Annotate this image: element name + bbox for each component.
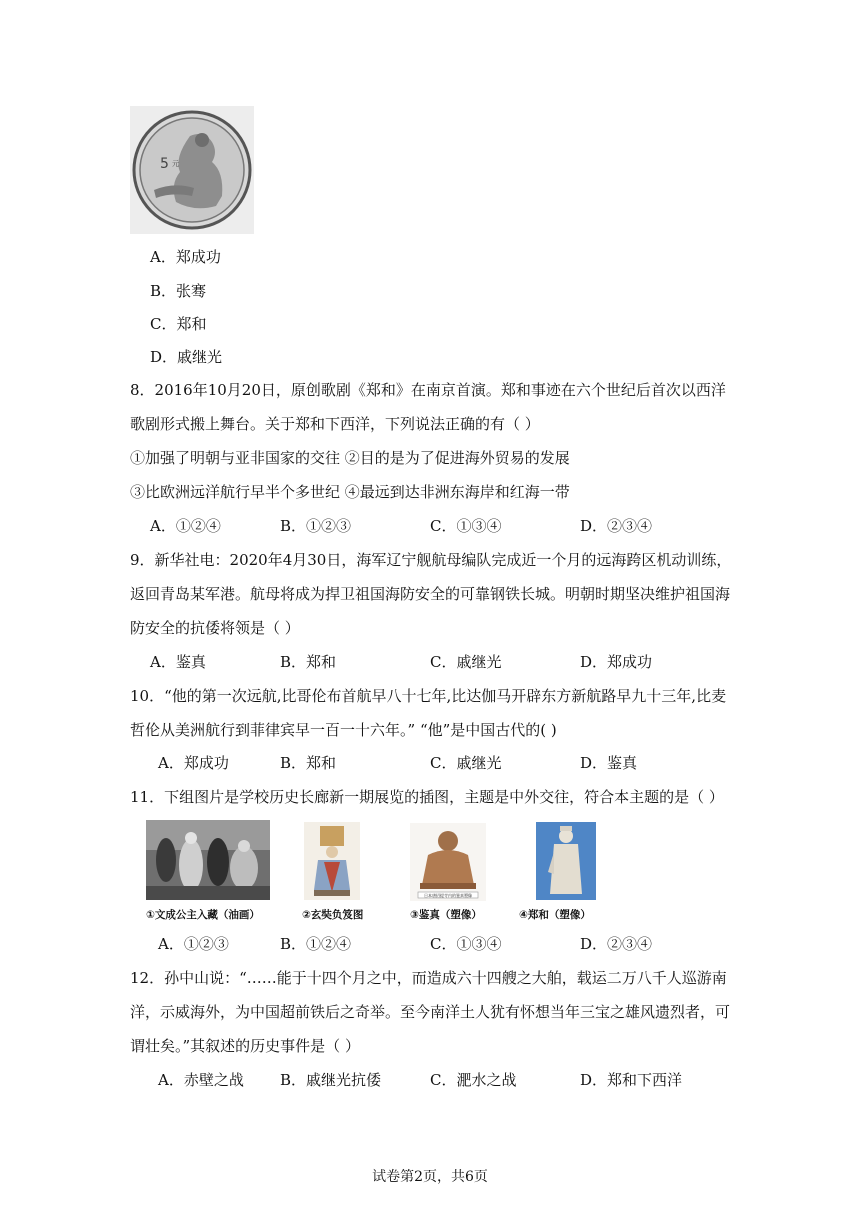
q11-caption-1: ①文成公主入藏（油画） (146, 909, 260, 921)
q12-option-a: A．赤壁之战 (158, 1071, 244, 1089)
q11-image-wencheng-painting (146, 820, 270, 900)
svg-text:元: 元 (172, 160, 179, 168)
q11-option-c: C．①③④ (430, 935, 502, 953)
q12-stem-line1: 12．孙中山说：“……能于十四个月之中，而造成六十四艘之大舶，载运二万八千人巡游南 (130, 969, 727, 987)
q11-image-jianzhen (410, 823, 486, 901)
q10-stem-line1: 10．“他的第一次远航,比哥伦布首航早八十七年,比达伽马开辟东方新航路早九十三年,比麦 (130, 687, 727, 705)
q8-option-b: B．①②③ (280, 517, 352, 535)
q10-option-a: A．郑成功 (158, 754, 229, 772)
q12-option-c: C．淝水之战 (430, 1071, 517, 1089)
q8-option-c: C．①③④ (430, 517, 502, 535)
q8-statements-line1: ①加强了明朝与亚非国家的交往 ②目的是为了促进海外贸易的发展 (130, 449, 570, 467)
page-footer: 试卷第2页，共6页 (372, 1169, 488, 1185)
q12-stem-line2: 洋，示威海外，为中国超前铁后之奇举。至今南洋土人犹有怀想当年三宝之雄风遗烈者，可 (130, 1003, 731, 1021)
q10-option-b: B．郑和 (280, 754, 337, 772)
q11-option-a: A．①②③ (158, 935, 229, 953)
q9-option-c: C．戚继光 (430, 653, 502, 671)
q12-stem-line3: 谓壮矣。”其叙述的历史事件是（ ） (130, 1037, 360, 1055)
q12-option-d: D．郑和下西洋 (580, 1071, 683, 1089)
q8-option-a: A．①②④ (150, 517, 221, 535)
q9-option-d: D．郑成功 (580, 653, 653, 671)
q11-statue-sign: 日本唐招提寺内的鉴真塑像 (424, 893, 472, 898)
coin-image (130, 106, 254, 234)
q10-option-d: D．鉴真 (580, 754, 638, 772)
svg-text:5: 5 (160, 156, 169, 172)
q9-option-b: B．郑和 (280, 653, 337, 671)
q11-caption-3: ③鉴真（塑像） (410, 909, 482, 921)
q11-caption-2: ②玄奘负笈图 (302, 909, 364, 921)
q11-image-xuanzang (304, 822, 360, 900)
q7-option-a: A．郑成功 (150, 248, 221, 266)
q9-stem-line1: 9．新华社电：2020年4月30日，海军辽宁舰航母编队完成近一个月的远海跨区机动训练， (130, 551, 732, 569)
q11-option-b: B．①②④ (280, 935, 352, 953)
q11-caption-4: ④郑和（塑像） (519, 909, 591, 921)
q11-stem-line1: 11．下组图片是学校历史长廊新一期展览的插图，主题是中外交往，符合本主题的是（ ） (130, 788, 724, 806)
q7-option-b: B．张骞 (150, 282, 207, 300)
q8-statements-line2: ③比欧洲远洋航行早半个多世纪 ④最远到达非洲东海岸和红海一带 (130, 483, 570, 501)
q7-option-c: C．郑和 (150, 315, 207, 333)
q11-image-zhenghe (536, 822, 596, 900)
q12-option-b: B．戚继光抗倭 (280, 1071, 382, 1089)
q8-option-d: D．②③④ (580, 517, 653, 535)
q9-stem-line2: 返回青岛某军港。航母将成为捍卫祖国海防安全的可靠钢铁长城。明朝时期坚决维护祖国海 (130, 585, 731, 603)
q7-option-d: D．戚继光 (150, 348, 223, 366)
q10-option-c: C．戚继光 (430, 754, 502, 772)
q8-stem-line1: 8．2016年10月20日，原创歌剧《郑和》在南京首演。郑和事迹在六个世纪后首次以西洋 (130, 381, 726, 399)
q9-stem-line3: 防安全的抗倭将领是（ ） (130, 619, 300, 637)
q9-option-a: A．鉴真 (150, 653, 206, 671)
q11-option-d: D．②③④ (580, 935, 653, 953)
q10-stem-line2: 哲伦从美洲航行到菲律宾早一百一十六年。” “他”是中国古代的( ) (130, 721, 557, 739)
q8-stem-line2: 歌剧形式搬上舞台。关于郑和下西洋，下列说法正确的有（ ） (130, 415, 540, 433)
